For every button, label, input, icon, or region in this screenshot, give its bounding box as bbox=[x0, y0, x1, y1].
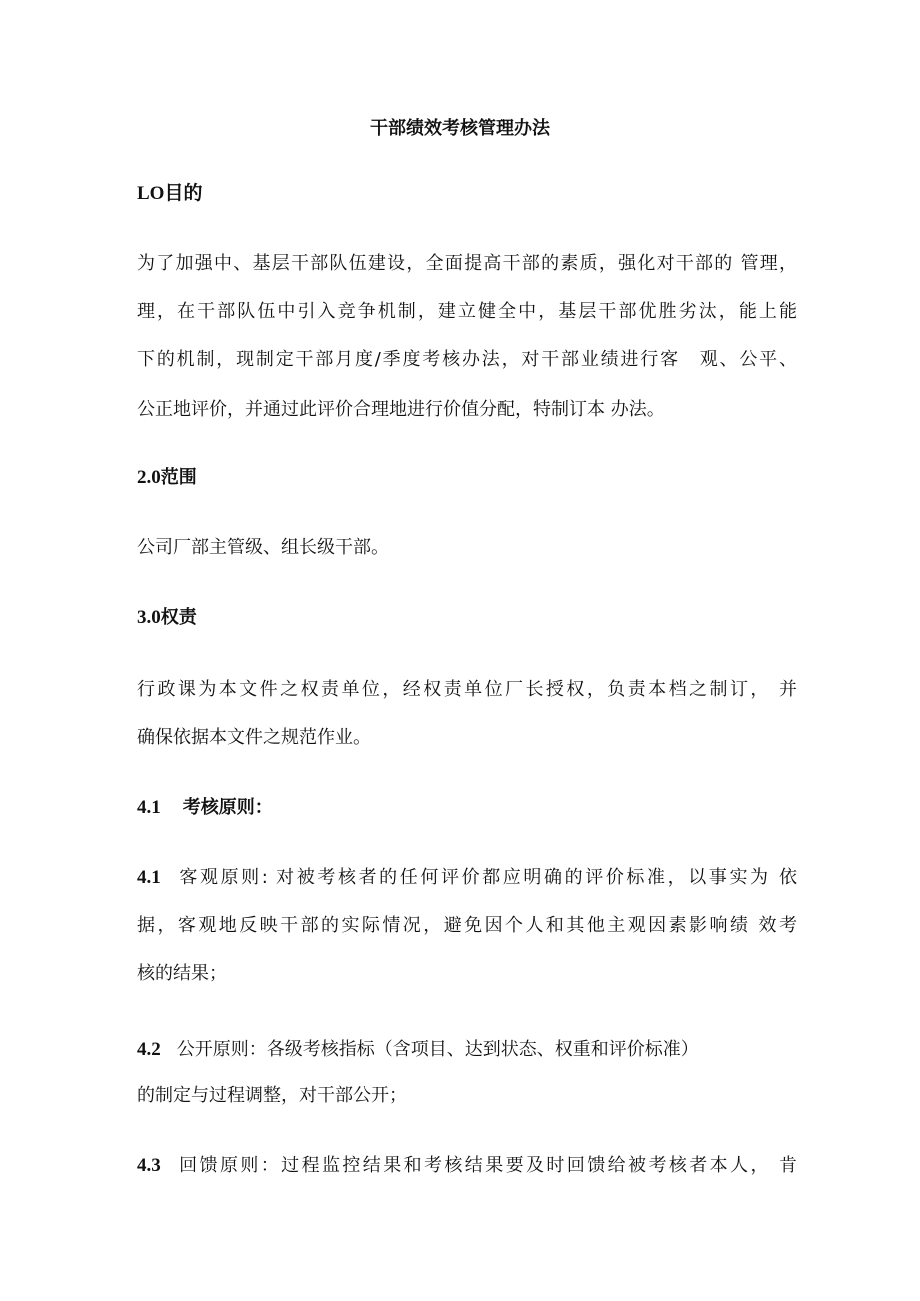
principle-item-3-text-1: 回馈原则：过程监控结果和考核结果要及时回馈给被考核者本人， 肯 bbox=[176, 1155, 797, 1176]
principle-item-2-num: 4.2 bbox=[137, 1039, 161, 1060]
section-heading-authority bbox=[137, 604, 197, 632]
principle-item-1-text-1: 客观原则: 对被考核者的任何评价都应明确的评价标准，以事实为 依 bbox=[176, 867, 797, 888]
authority-heading-num: 3.0 bbox=[137, 607, 161, 628]
purpose-line-4: 公正地评价，并通过此评价合理地进行价值分配，特制订本 办法。 bbox=[137, 399, 665, 420]
principles-heading-text: 考核原则： bbox=[182, 797, 273, 818]
principle-item-2-line-1 bbox=[137, 1036, 699, 1064]
principle-item-3-line-1 bbox=[137, 1152, 797, 1180]
principle-item-1-line-1 bbox=[137, 864, 797, 892]
purpose-line-3: 下的机制，现制定干部月度/季度考核办法，对干部业绩进行客 观、公平、 bbox=[137, 349, 797, 370]
purpose-line-1: 为了加强中、基层干部队伍建设，全面提高干部的素质，强化对干部的 管理， bbox=[137, 253, 797, 274]
principles-heading-num: 4.1 bbox=[137, 797, 161, 818]
document-title: 干部绩效考核管理办法 bbox=[370, 118, 550, 139]
section-heading-purpose bbox=[137, 180, 202, 208]
authority-line-2: 确保依据本文件之规范作业。 bbox=[137, 727, 371, 748]
principle-item-2-text-1: 公开原则：各级考核指标（含项目、达到状态、权重和评价标准） bbox=[176, 1039, 699, 1060]
principle-item-1-num: 4.1 bbox=[137, 867, 161, 888]
purpose-line-2: 理，在干部队伍中引入竞争机制，建立健全中，基层干部优胜劣汰，能上能 bbox=[137, 301, 797, 322]
principle-item-1-line-3: 核的结果； bbox=[137, 963, 227, 984]
principle-item-3-num: 4.3 bbox=[137, 1155, 161, 1176]
section-heading-scope bbox=[137, 464, 197, 492]
scope-heading-num: 2.0 bbox=[137, 467, 161, 488]
purpose-heading-text: LO目的 bbox=[137, 183, 203, 204]
principle-item-1-line-2: 据，客观地反映干部的实际情况，避免因个人和其他主观因素影响绩 效考 bbox=[137, 915, 797, 936]
scope-line-1: 公司厂部主管级、组长级干部。 bbox=[137, 537, 389, 558]
section-heading-principles bbox=[137, 794, 273, 822]
principle-item-2-line-2: 的制定与过程调整，对干部公开； bbox=[137, 1085, 407, 1106]
authority-heading-text: 权责 bbox=[160, 607, 197, 628]
scope-heading-text: 范围 bbox=[160, 467, 197, 488]
authority-line-1: 行政课为本文件之权责单位，经权责单位厂长授权，负责本档之制订， 并 bbox=[137, 679, 797, 700]
